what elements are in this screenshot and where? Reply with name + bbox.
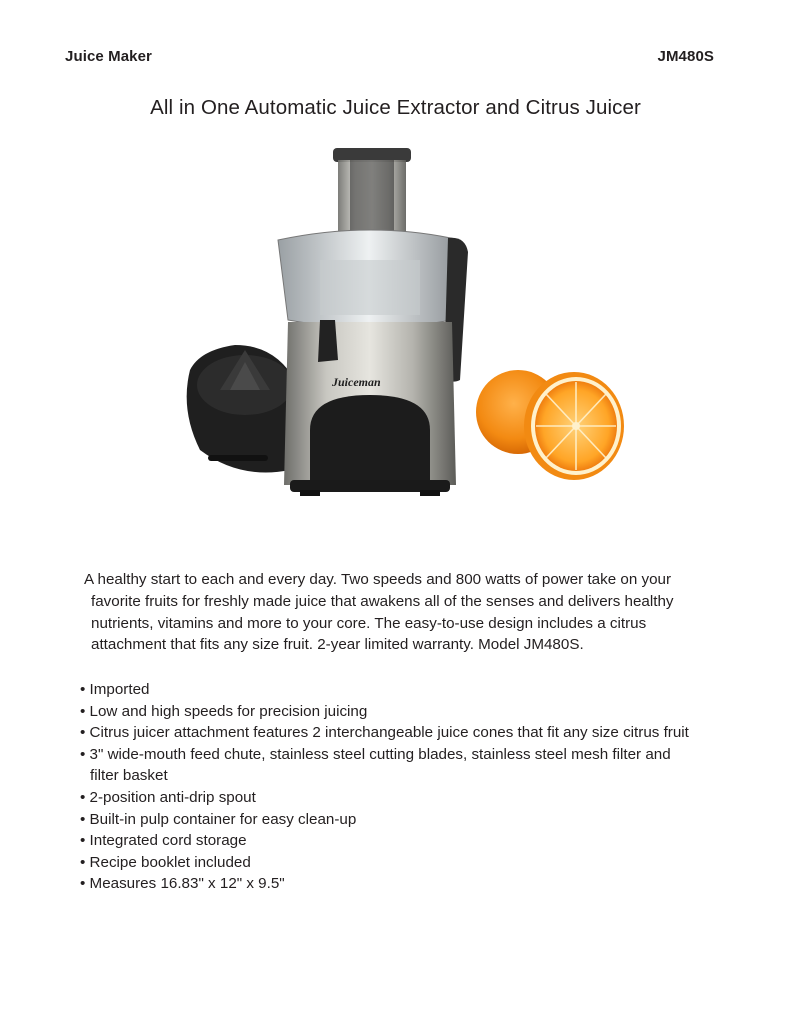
feature-item: • Citrus juicer attachment features 2 interchangeable juice cones that fit any size citrus fruit [80, 724, 689, 742]
description-line: favorite fruits for freshly made juice that awakens all of the senses and delivers healthy [91, 592, 674, 610]
feature-item-continuation: filter basket [90, 767, 168, 785]
description-line: nutrients, vitamins and more to your core. The easy-to-use design includes a citrus [91, 614, 647, 632]
feature-item: • Recipe booklet included [80, 853, 251, 871]
feature-item: • Measures 16.83" x 12" x 9.5" [80, 875, 285, 893]
feature-item: • Built-in pulp container for easy clean-up [80, 810, 357, 828]
brand-label: Juiceman [332, 375, 381, 389]
description-line: attachment that fits any size fruit. 2-year limited warranty. Model JM480S. [91, 636, 584, 654]
feature-list [80, 679, 760, 895]
feature-item [80, 744, 760, 787]
feature-item: • Integrated cord storage [80, 832, 247, 850]
description-line: A healthy start to each and every day. Two speeds and 800 watts of power take on your [84, 571, 672, 588]
product-photo [160, 140, 640, 515]
product-description [84, 569, 744, 656]
feature-item: • 2-position anti-drip spout [80, 788, 256, 806]
orange-image [476, 370, 624, 480]
feature-item: • Low and high speeds for precision juicing [80, 702, 368, 720]
page-title: All in One Automatic Juice Extractor and Citrus Juicer [150, 96, 641, 119]
feature-item: • Imported [80, 681, 150, 698]
header-product-type: Juice Maker [65, 48, 152, 65]
feature-item-text: • 3" wide-mouth feed chute, stainless steel cutting blades, stainless steel mesh filter and [80, 745, 671, 763]
header-model-number: JM480S [657, 48, 714, 65]
juicer-image [278, 148, 468, 496]
